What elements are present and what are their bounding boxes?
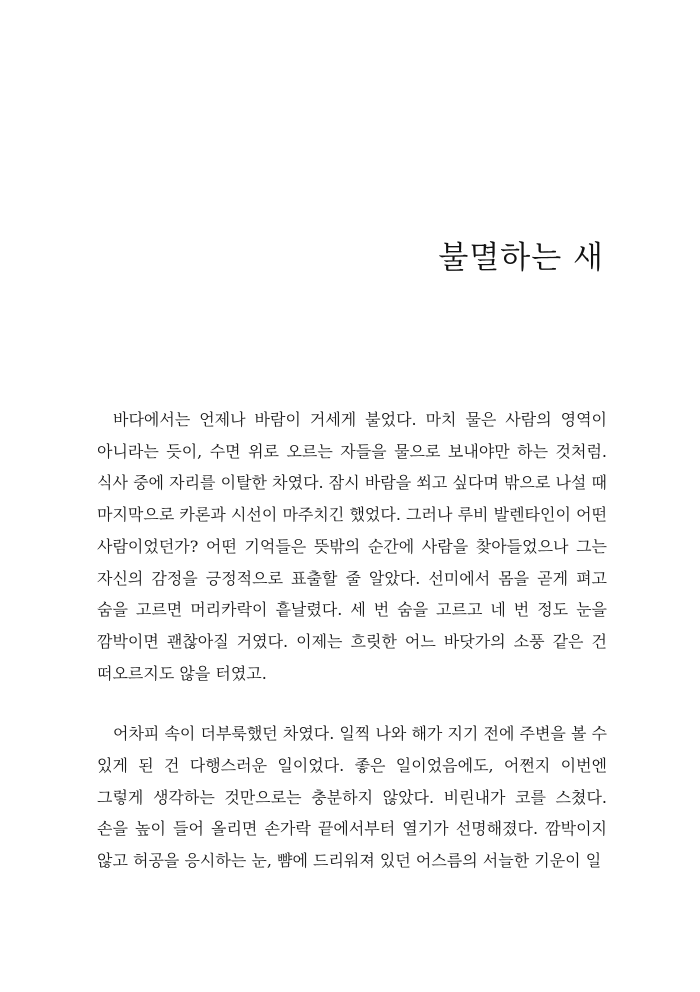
body-text	[97, 404, 607, 877]
paragraph-1: 바다에서는 언제나 바람이 거세게 불었다. 마치 물은 사람의 영역이 아니라는 듯이, 수면 위로 오르는 자들을 물으로 보내야만 하는 것처럼. 식사 중에 자리를 이탈한 차였다. 잠시 바람을 쐬고 싶다며 밖으로 나설 때 마지막으로 카론과 시선이 마주치긴 했었다. 그러나 루비 발렌타인이 어떤 사람이었던가? 어떤 기억들은 뜻밖의 순간에 사람을 찾아들었으나 그는 자신의 감정을 긍정적으로 표출할 줄 알았다. 선미에서 몸을 곧게 펴고 숨을 고르면 머리카락이 흩날렸다. 세 번 숨을 고르고 네 번 정도 눈을 깜박이면 괜찮아질 거였다. 이제는 흐릿한 어느 바닷가의 소풍 같은 건 떠오르지도 않을 터였고.	[97, 410, 607, 683]
chapter-title: 불멸하는 새	[438, 240, 604, 276]
paragraph-2: 어차피 속이 더부룩했던 차였다. 일찍 나와 해가 지기 전에 주변을 볼 수 있게 된 건 다행스러운 일이었다. 좋은 일이었음에도, 어쩐지 이번엔 그렇게 생각하는 것만으로는 충분하지 않았다. 비린내가 코를 스쳤다. 손을 높이 들어 올리면 손가락 끝에서부터 열기가 선명해졌다. 깜박이지 않고 허공을 응시하는 눈, 뺨에 드리워져 있던 어스름의 서늘한 기운이 일	[97, 724, 607, 871]
